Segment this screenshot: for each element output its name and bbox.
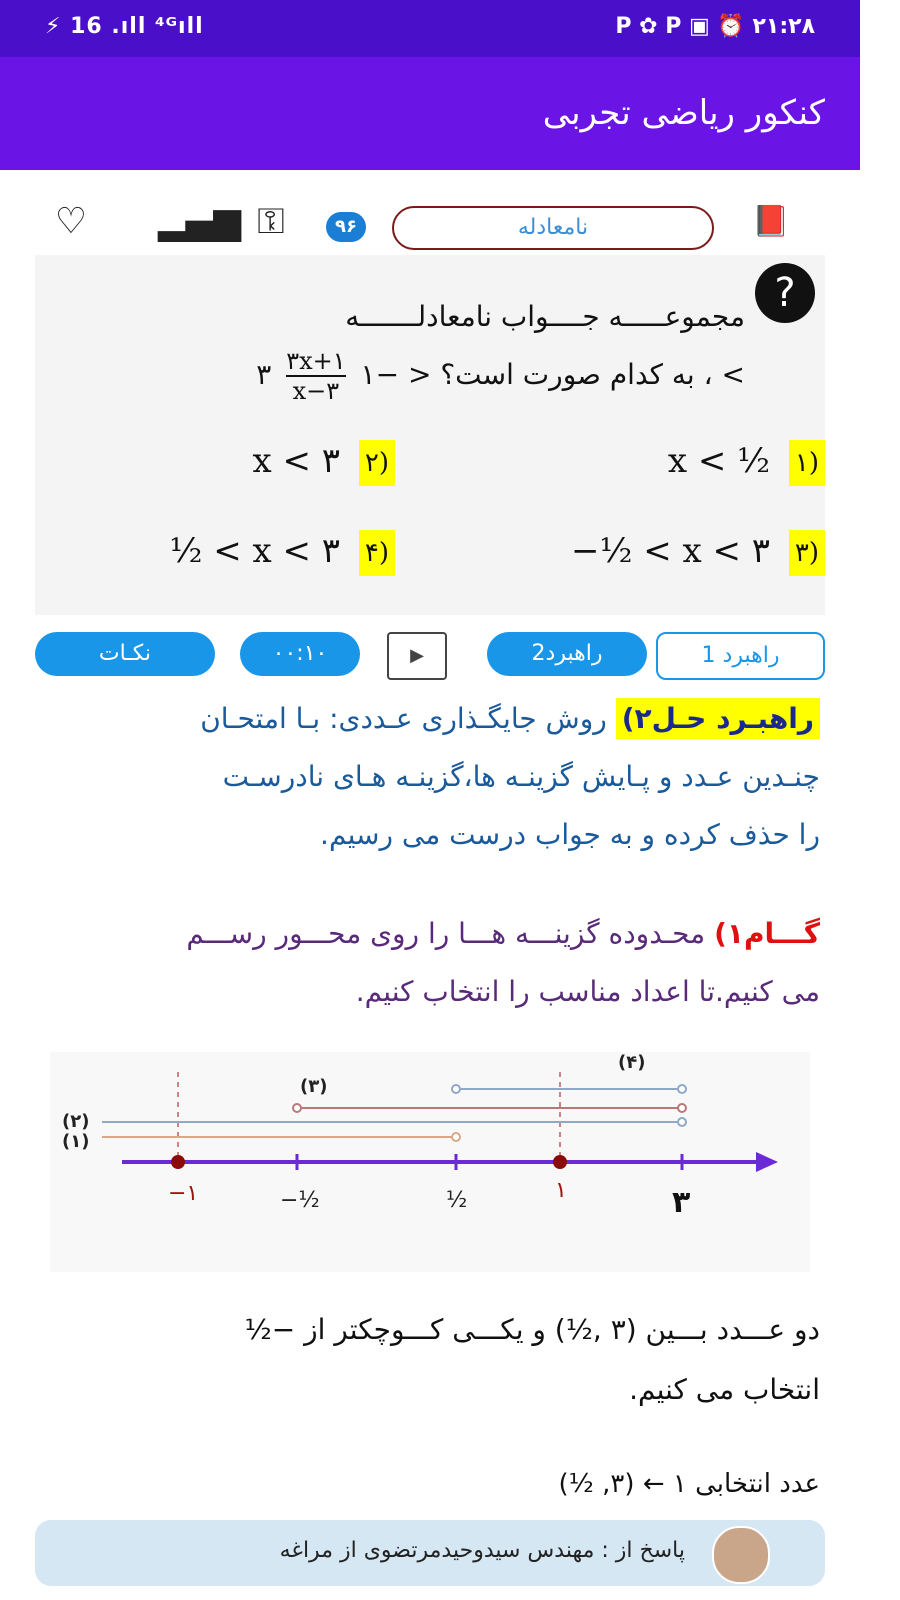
p1-line-b: چنـدین عـدد و پـایش گزینـه ها،گزینـه هـای نادرسـت (222, 760, 820, 793)
option-expr: x < ۳ (252, 441, 341, 481)
tick-label: −½ (280, 1188, 320, 1213)
p3-line-a: دو عـــدد بـــین (۳ ,½) و یکـــی کـــوچکتر از −½ (244, 1313, 820, 1346)
notification-icons: P ✿ P ▣ ⏰ (615, 14, 745, 39)
interval-label: (۴) (618, 1052, 646, 1073)
solution-paragraph-2 (186, 905, 820, 1021)
solution-paragraph-4: عدد انتخابی ۱ ← (۳, ½) (558, 1469, 820, 1499)
video-play-icon[interactable]: ▶ (387, 632, 447, 680)
answer-author-bar (35, 1520, 825, 1586)
author-credit: پاسخ از : مهندس سیدوحیدمرتضوی از مراغه (279, 1538, 685, 1563)
hint-label: راهبـرد حـل۲) (616, 698, 820, 739)
frac-numerator: ۳x+۱ (286, 347, 346, 375)
option-expr: x < ½ (667, 441, 771, 481)
book-icon[interactable]: 📕 (752, 204, 790, 239)
option-number: ۲) (359, 440, 395, 486)
tick-label: ۱ (555, 1178, 567, 1203)
tick-label: ½ (446, 1188, 468, 1213)
tab-notes[interactable]: نکـات (35, 632, 215, 676)
option-expr: −½ < x < ۳ (570, 531, 771, 571)
question-count-badge: ۹۶ (326, 212, 366, 242)
frac-denominator: x−۳ (292, 377, 340, 405)
key-icon[interactable]: ⚿ (257, 201, 285, 242)
tab-hint-2[interactable]: راهبرد2 (487, 632, 647, 676)
topic-label[interactable]: نامعادله (392, 206, 714, 250)
solution-paragraph-3 (245, 1300, 820, 1420)
solution-paragraph-1 (200, 690, 820, 864)
step-label: گـــام۱) (714, 917, 820, 950)
interval-label: (۲) (62, 1111, 90, 1132)
timer: ۰۰:۱۰ (240, 632, 360, 676)
question-mark-icon: ? (755, 263, 815, 323)
number-line-figure (50, 1052, 810, 1272)
app-bar (0, 57, 860, 170)
interval-label: (۳) (300, 1076, 328, 1097)
question-line-1: مجموعـــــه جــــواب نامعادلـــــــه (345, 300, 745, 333)
difficulty-signal-icon[interactable]: ▂▄▆ (158, 201, 242, 242)
author-avatar (712, 1526, 770, 1584)
option-number: ۴) (359, 530, 395, 576)
question-suffix: ، به کدام صورت است؟ (440, 358, 713, 391)
interval-label: (۱) (62, 1131, 90, 1152)
ineq-left: ۳ < (256, 358, 745, 391)
status-right (615, 14, 815, 39)
option-number: ۱) (789, 440, 825, 486)
p2-line-a: محـدوده گزینـــه هـــا را روی محـــور رســـم (186, 917, 706, 950)
status-bar (0, 0, 860, 57)
option-number: ۳) (789, 530, 825, 576)
p1-line-a: روش جایگـذاری عـددی: بـا امتحـان (200, 702, 607, 735)
p2-line-b: می کنیم.تا اعداد مناسب را انتخاب کنیم. (355, 975, 820, 1008)
question-line-2 (256, 347, 745, 405)
tick-label: −۱ (168, 1181, 199, 1206)
option-3[interactable] (571, 530, 825, 576)
option-4[interactable] (169, 530, 395, 576)
option-1[interactable] (668, 440, 825, 486)
clock: ۲۱:۲۸ (752, 14, 815, 39)
status-left-icons: ⚡ 16 .ıll ⁴ᴳıll (45, 14, 204, 39)
tick-label: ۳ (672, 1185, 691, 1220)
app-title: کنکور ریاضی تجربی (542, 93, 825, 133)
option-expr: ½ < x < ۳ (169, 531, 341, 571)
favorite-add-icon[interactable]: ♡ (54, 201, 88, 242)
option-2[interactable] (253, 440, 395, 486)
p1-line-c: را حذف کرده و به جواب درست می رسیم. (320, 818, 820, 851)
solution-tabs (35, 632, 825, 682)
p3-line-b: انتخاب می کنیم. (629, 1373, 820, 1406)
question-card (35, 255, 825, 615)
ineq-right: < −۱ (360, 358, 432, 391)
tab-hint-1[interactable]: راهبرد 1 (656, 632, 825, 680)
